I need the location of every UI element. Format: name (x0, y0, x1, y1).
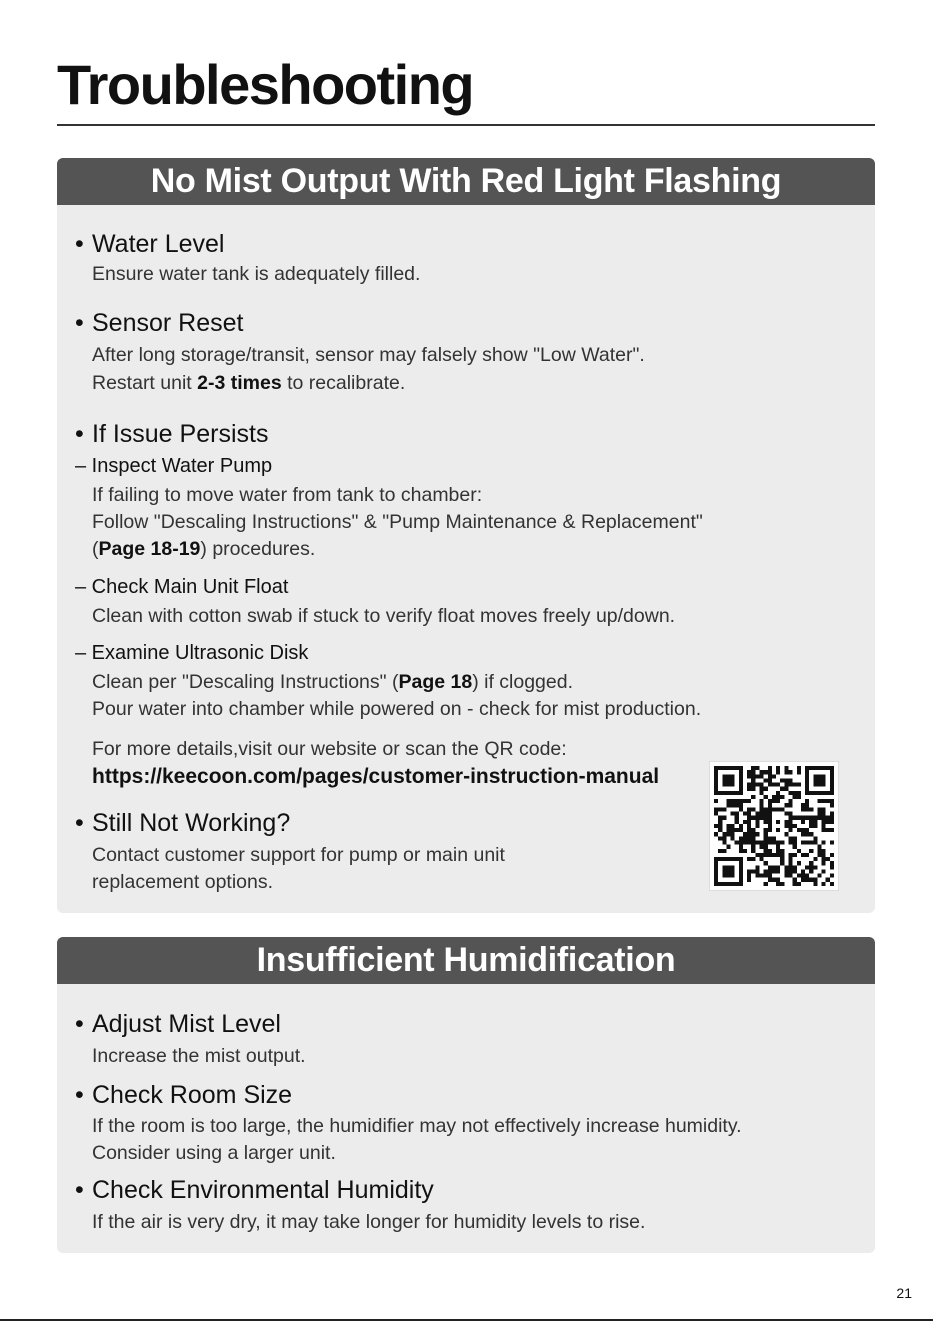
heading-text: Sensor Reset (92, 309, 244, 337)
room-size-line-2: Consider using a larger unit. (92, 1142, 336, 1164)
water-level-text: Ensure water tank is adequately filled. (92, 263, 421, 285)
still-not-working-heading (75, 809, 290, 838)
examine-disk-title: – Examine Ultrasonic Disk (75, 642, 309, 664)
bullet: • (75, 1176, 84, 1204)
bullet: • (75, 1010, 84, 1038)
bullet: • (75, 809, 84, 837)
page-number: 21 (896, 1285, 912, 1301)
check-float-title: – Check Main Unit Float (75, 576, 289, 598)
page-reference: Page 18 (398, 671, 473, 693)
page-reference: Page 18-19 (98, 538, 201, 560)
pump-line-1: If failing to move water from tank to chamber: (92, 484, 483, 506)
pump-line-3 (92, 538, 315, 561)
heading-text: If Issue Persists (92, 420, 269, 448)
still-not-working-line-1: Contact customer support for pump or main unit (92, 844, 505, 866)
env-humidity-text: If the air is very dry, it may take longer for humidity levels to rise. (92, 1211, 646, 1233)
if-issue-persists-heading (75, 420, 268, 449)
bullet: • (75, 309, 84, 337)
sensor-reset-line-1: After long storage/transit, sensor may falsely show "Low Water". (92, 344, 645, 366)
disk-line-2: Pour water into chamber while powered on - check for mist production. (92, 698, 702, 720)
heading-text: Check Room Size (92, 1081, 293, 1109)
text: Clean per "Descaling Instructions" ( (92, 671, 399, 693)
heading-text: Water Level (92, 230, 225, 258)
check-room-size-heading (75, 1081, 292, 1110)
text: Restart unit (92, 372, 198, 394)
heading-text: Check Environmental Humidity (92, 1176, 434, 1204)
bullet: • (75, 1081, 84, 1109)
qr-code-graphic (714, 766, 834, 886)
section-heading: No Mist Output With Red Light Flashing (57, 158, 875, 205)
text: to recalibrate. (281, 372, 406, 394)
text: ) procedures. (200, 538, 316, 560)
sensor-reset-heading (75, 309, 243, 338)
heading-text: Still Not Working? (92, 809, 291, 837)
inspect-water-pump-title: – Inspect Water Pump (75, 455, 273, 477)
text: ) if clogged. (472, 671, 574, 693)
restart-count: 2-3 times (197, 372, 282, 394)
adjust-mist-level-heading (75, 1010, 281, 1039)
mist-level-text: Increase the mist output. (92, 1045, 306, 1067)
section-insufficient-humidification (57, 937, 875, 1253)
float-line-1: Clean with cotton swab if stuck to verify float moves freely up/down. (92, 605, 676, 627)
still-not-working-line-2: replacement options. (92, 871, 274, 893)
text: ( (92, 538, 99, 560)
more-details-text: For more details,visit our website or scan the QR code: (92, 738, 567, 760)
page-title: Troubleshooting (57, 53, 474, 116)
bullet: • (75, 420, 84, 448)
disk-line-1 (92, 671, 573, 694)
sensor-reset-line-2 (92, 372, 405, 395)
bullet: • (75, 230, 84, 258)
water-level-heading (75, 230, 224, 259)
title-divider (57, 124, 875, 126)
section-no-mist-output (57, 158, 875, 913)
qr-code-icon[interactable] (709, 761, 839, 891)
check-environmental-humidity-heading (75, 1176, 434, 1205)
room-size-line-1: If the room is too large, the humidifier may not effectively increase humidity. (92, 1115, 742, 1137)
manual-link[interactable]: https://keecoon.com/pages/customer-instruction-manual (92, 765, 660, 788)
footer-divider (0, 1319, 933, 1321)
section-heading: Insufficient Humidification (57, 937, 875, 984)
pump-line-2: Follow "Descaling Instructions" & "Pump Maintenance & Replacement" (92, 511, 703, 533)
heading-text: Adjust Mist Level (92, 1010, 281, 1038)
